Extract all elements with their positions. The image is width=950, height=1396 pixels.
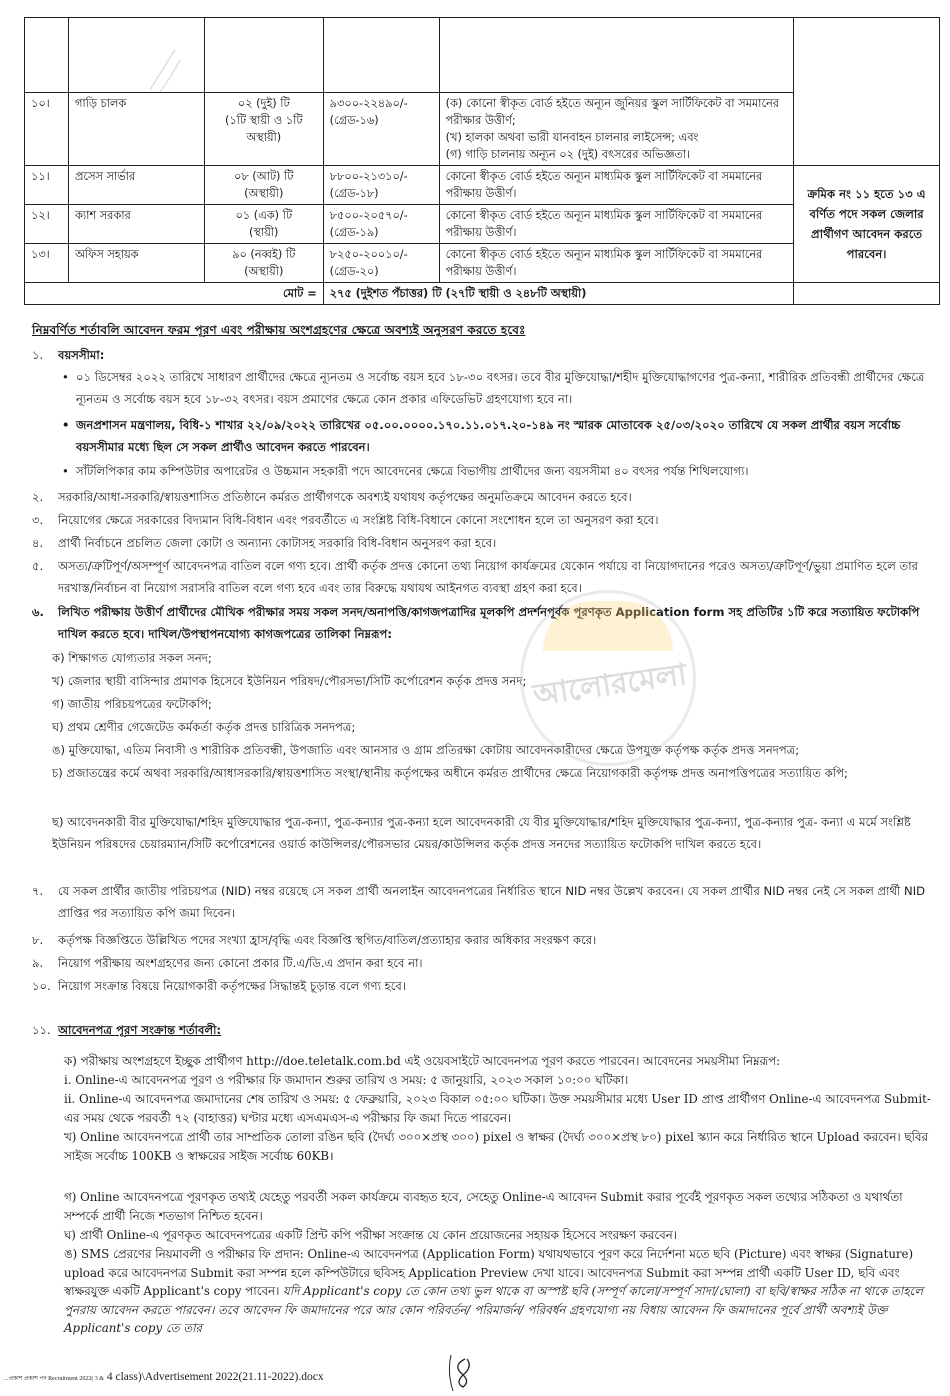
- pay-scale: ৯৩০০-২২৪৯০/- (গ্রেড-১৬): [323, 93, 439, 166]
- application-clause-ka: ক) পরীক্ষায় অংশগ্রহণে ইচ্ছুক প্রার্থীগণ http://doe.teletalk.com.bd এই ওয়েবসাইটে আবেদনপত্র পূরণ করতে পারবেন। আবেদনের সময়সীমা নিম্নরূপ:: [64, 1054, 781, 1068]
- condition-item: ১০. নিয়োগ সংক্রান্ত বিষয়ে নিয়োগকারী কর্তৃপক্ষের সিদ্ধান্তই চূড়ান্ত বলে গণ্য হবে।: [32, 979, 406, 993]
- pay-scale: ৮৮০০-২১৩১০/- (গ্রেড-১৮): [323, 166, 439, 205]
- document-item: খ) জেলার স্থায়ী বাসিন্দার প্রমাণক হিসেবে ইউনিয়ন পরিষদ/পৌরসভা/সিটি কর্পোরেশন কর্তৃক প্রদত্ত সনদ;: [52, 674, 527, 688]
- post-count: ০১ (এক) টি (স্থায়ী): [204, 205, 323, 244]
- condition-item: ৯. নিয়োগ পরীক্ষায় অংশগ্রহণের জন্য কোনো প্রকার টি.এ/ডি.এ প্রদান করা হবে না।: [32, 956, 423, 970]
- age-bullet: • সাঁটলিপিকার কাম কম্পিউটার অপারেটর ও উচ্চমান সহকারী পদে আবেদনের ক্ষেত্রে বিভাগীয় প্রার্থীদের জন্য বয়সসীমা ৪০ বৎসর পর্যন্ত শিথিলযোগ্য।: [62, 461, 937, 483]
- condition-item: ৬. লিখিত পরীক্ষায় উত্তীর্ণ প্রার্থীদের মৌখিক পরীক্ষার সময় সকল সনদ/অনাপত্তি/কাগজপত্রাদির মূলকপি প্রদর্শনপূর্বক পূরণকৃত Application form সহ প্রতিটির ১টি করে সত্যায়িত ফটোকপি দাখিল করতে হবে। দাখিল/উপস্থাপনযোগ্য কাগজপত্রের তালিকা নিম্নরূপ:: [32, 605, 920, 641]
- table-total-row: [25, 283, 940, 305]
- age-limit-heading: ১. বয়সসীমা:: [32, 348, 105, 362]
- age-bullet: • জনপ্রশাসন মন্ত্রণালয়, বিধি-১ শাখার ২২/০৯/২০২২ তারিখের ০৫.০০.০০০০.১৭০.১১.০১৭.২০-১৪৯ নং স্মারক মোতাবেক ২৫/০৩/২০২০ তারিখে যে সকল প্রার্থীর বয়স সর্বোচ্চ বয়সসীমার মধ্যে ছিল সে সকল প্রার্থীও আবেদন করতে পারবেন।: [62, 415, 937, 458]
- pay-scale: ৮৫০০-২০৫৭০/- (গ্রেড-১৯): [323, 205, 439, 244]
- post-name: ক্যাশ সরকার: [68, 205, 204, 244]
- qualification: কোনো স্বীকৃত বোর্ড হইতে অন্যূন মাধ্যমিক স্কুল সার্টিফিকেট বা সমমানের পরীক্ষায় উত্তীর্ণ।: [439, 244, 793, 283]
- page-number-handwritten: [445, 1355, 485, 1392]
- condition-item: ৮. কর্তৃপক্ষ বিজ্ঞপ্তিতে উল্লিখিত পদের সংখ্যা হ্রাস/বৃদ্ধি এবং বিজ্ঞপ্তি স্থগিত/বাতিল/প্রত্যাহার করার অধিকার সংরক্ষণ করে।: [32, 933, 597, 947]
- total-value: ২৭৫ (দুইশত পঁচাত্তর) টি (২৭টি স্থায়ী ও ২৪৮টি অস্থায়ী): [323, 283, 793, 305]
- qualification: কোনো স্বীকৃত বোর্ড হইতে অন্যূন মাধ্যমিক স্কুল সার্টিফিকেট বা সমমানের পরীক্ষায় উত্তীর্ণ।: [439, 166, 793, 205]
- condition-item: ৩. নিয়োগের ক্ষেত্রে সরকারের বিদ্যমান বিধি-বিধান এবং পরবর্তীতে এ সংশ্লিষ্ট বিধি-বিধানে কোনো সংশোধন হলে তা অনুসরণ করা হবে।: [32, 513, 659, 527]
- post-name: প্রসেস সার্ভার: [68, 166, 204, 205]
- qualification: কোনো স্বীকৃত বোর্ড হইতে অন্যূন মাধ্যমিক স্কুল সার্টিফিকেট বা সমমানের পরীক্ষায় উত্তীর্ণ।: [439, 205, 793, 244]
- application-heading: ১১. আবেদনপত্র পূরণ সংক্রান্ত শর্তাবলী:: [32, 1023, 222, 1037]
- age-bullet: • ০১ ডিসেম্বর ২০২২ তারিখে সাধারণ প্রার্থীদের ক্ষেত্রে ন্যূনতম ও সর্বোচ্চ বয়স হবে ১৮-৩০ বৎসর। তবে বীর মুক্তিযোদ্ধা/শহীদ মুক্তিযোদ্ধাগণের পুত্র-কন্যা, শারীরিক প্রতিবন্ধী প্রার্থীদের ক্ষেত্রে ন্যূনতম ও সর্বোচ্চ বয়স হবে ১৮-৩২ বৎসর। বয়স প্রমাণের ক্ষেত্রে কোন প্রকার এফিডেভিট গ্রহণযোগ্য হবে না।: [62, 367, 937, 410]
- post-name: গাড়ি চালক: [68, 93, 204, 166]
- application-clause-gha: ঘ) প্রার্থী Online-এ পূরণকৃত আবেদনপত্রের একটি প্রিন্ট কপি পরীক্ষা সংক্রান্ত যে কোন প্রয়োজনের সহায়ক হিসেবে সংরক্ষণ করবেন।: [64, 1228, 677, 1242]
- total-label: মোট =: [25, 283, 324, 305]
- condition-item: ২. সরকারি/আধা-সরকারি/স্বায়ত্তশাসিত প্রতিষ্ঠানে কর্মরত প্রার্থীগণকে অবশ্যই যথাযথ কর্তৃপক্ষের অনুমতিক্রমে আবেদন করতে হবে।: [32, 490, 632, 504]
- document-item: ক) শিক্ষাগত যোগ্যতার সকল সনদ;: [52, 651, 212, 665]
- document-item: ঘ) প্রথম শ্রেণীর গেজেটেড কর্মকর্তা কর্তৃক প্রদত্ত চারিত্রিক সনদপত্র;: [52, 720, 356, 734]
- condition-item: ৫. অসত্য/ত্রুটিপূর্ণ/অসম্পূর্ণ আবেদনপত্র বাতিল বলে গণ্য হবে। প্রার্থী কর্তৃক প্রদত্ত কোনো তথ্য নিয়োগ কার্যক্রমের যেকোন পর্যায়ে বা নিয়োগদানের পরেও অসত্য/ত্রুটিপূর্ণ/ভুয়া প্রমাণিত হলে তার দরখাস্ত/নির্বাচন বা নিয়োগ সরাসরি বাতিল বলে গণ্য হবে এবং তার বিরুদ্ধে যথাযথ আইনগত ব্যবস্থা গ্রহণ করা হবে।: [32, 559, 918, 595]
- serial-number: ১০।: [25, 93, 69, 166]
- post-count: ৯০ (নব্বই) টি (অস্থায়ী): [204, 244, 323, 283]
- conditions-title: নিম্নবর্ণিত শর্তাবলি আবেদন ফরম পূরণ এবং পরীক্ষায় অংশগ্রহণের ক্ষেত্রে অবশ্যই অনুসরণ করতে হবেঃ: [32, 323, 526, 337]
- serial-number: ১১।: [25, 166, 69, 205]
- application-schedule-start: i. Online-এ আবেদনপত্র পূরণ ও পরীক্ষার ফি জমাদান শুরুর তারিখ ও সময়: ৫ জানুয়ারি, ২০২৩ সকাল ১০:০০ ঘটিকা।: [64, 1073, 629, 1087]
- pay-scale: ৮২৫০-২০০১০/- (গ্রেড-২০): [323, 244, 439, 283]
- serial-number: ১২।: [25, 205, 69, 244]
- document-item: ঙ) মুক্তিযোদ্ধা, এতিম নিবাসী ও শারীরিক প্রতিবন্ধী, উপজাতি এবং আনসার ও গ্রাম প্রতিরক্ষা কোটায় আবেদনকারীদের ক্ষেত্রে উপযুক্ত কর্তৃপক্ষ কর্তৃক প্রদত্ত সনদপত্র;: [52, 743, 800, 757]
- application-clause-kha: খ) Online আবেদনপত্রে প্রার্থী তার সাম্প্রতিক তোলা রঙিন ছবি (দৈর্ঘ্য ৩০০×প্রস্থ ৩০০) pixel ও স্বাক্ষর (দৈর্ঘ্য ৩০০×প্রস্থ ৮০) pixel স্ক্যান করে নির্ধারিত স্থানে Upload করবেন। ছবির সাইজ সর্বোচ্চ 100KB ও স্বাক্ষরের সাইজ সর্বোচ্চ 60KB।: [64, 1130, 928, 1163]
- qualification: (ক) কোনো স্বীকৃত বোর্ড হইতে অন্যূন জুনিয়র স্কুল সার্টিফিকেট বা সমমানের পরীক্ষার উত্তীর্ণ; (খ) হালকা অথবা ভারী যানবাহন চালনার লাইসেন্স; এবং (গ) গাড়ি চালনায় অন্যূন ০২ (দুই) বৎসরের অভিজ্ঞতা।: [439, 93, 793, 166]
- document-item: ছ) আবেদনকারী বীর মুক্তিযোদ্ধা/শহিদ মুক্তিযোদ্ধার পুত্র-কন্যা, পুত্র-কন্যার পুত্র-কন্যা হলে আবেদনকারী যে বীর মুক্তিযোদ্ধার/শহিদ মুক্তিযোদ্ধার পুত্র-কন্যা, পুত্র-কন্যার পুত্র- কন্যা এ মর্মে সংশ্লিষ্ট ইউনিয়ন পরিষদের চেয়ারম্যান/সিটি কর্পোরেশনের ওয়ার্ড কাউন্সিলর/পৌরসভার মেয়র/কাউন্সিলর কর্তৃক প্রদত্ত সনদের সত্যায়িত ফটোকপি দাখিল করতে হবে।: [52, 815, 911, 851]
- eligibility-note: ক্রমিক নং ১১ হতে ১৩ এ বর্ণিত পদে সকল জেলার প্রার্থীগণ আবেদন করতে পারবেন।: [794, 166, 940, 283]
- watermark-logo: আলোরমেলা: [520, 590, 696, 766]
- document-item: গ) জাতীয় পরিচয়পত্রের ফটোকপি;: [52, 697, 212, 711]
- file-path-footer: ...প্রকাশ প্রকাশ পদ Recruitment 2022( 3 & 4 class)\Advertisement 2022(21.11-2022).docx: [4, 1371, 324, 1383]
- post-count: ০২ (দুই) টি (১টি স্থায়ী ও ১টি অস্থায়ী): [204, 93, 323, 166]
- post-count: ০৮ (আট) টি (অস্থায়ী): [204, 166, 323, 205]
- serial-number: ১৩।: [25, 244, 69, 283]
- condition-item: ৪. প্রার্থী নির্বাচনে প্রচলিত জেলা কোটা ও অন্যান্য কোটাসহ সরকারি বিধি-বিধান অনুসরণ করা হবে।: [32, 536, 497, 550]
- table-row: [25, 166, 940, 205]
- table-row-blank: [25, 18, 940, 93]
- condition-item: ৭. যে সকল প্রার্থীর জাতীয় পরিচয়পত্র (NID) নম্বর রয়েছে সে সকল প্রার্থী অনলাইন আবেদনপত্রের নির্ধারিত স্থানে NID নম্বর উল্লেখ করবেন। যে সকল প্রার্থীর NID নম্বর নেই সে সকল প্রার্থী NID প্রাপ্তির পর সত্যায়িত কপি জমা দিবেন।: [32, 884, 926, 920]
- application-clause-ga: গ) Online আবেদনপত্রে পূরণকৃত তথ্যই যেহেতু পরবর্তী সকল কার্যক্রমে ব্যবহৃত হবে, সেহেতু Online-এ আবেদন Submit করার পূর্বেই পূরণকৃত সকল তথ্যের সঠিকতা ও যথার্থতা সম্পর্কে প্রার্থী নিজে শতভাগ নিশ্চিত হবেন।: [64, 1190, 903, 1223]
- document-item: চ) প্রজাতন্ত্রের কর্মে অথবা সরকারি/আধাসরকারি/স্বায়ত্তশাসিত সংস্থা/স্থানীয় কর্তৃপক্ষের অধীনে কর্মরত প্রার্থীদের ক্ষেত্রে নিয়োগকারী কর্তৃপক্ষ প্রদত্ত অনাপত্তিপত্রের সত্যায়িত কপি;: [52, 766, 848, 780]
- application-schedule-end: ii. Online-এ আবেদনপত্র জমাদানের শেষ তারিখ ও সময়: ৫ ফেব্রুয়ারি, ২০২৩ বিকাল ০৫:০০ ঘটিকা। উক্ত সময়সীমার মধ্যে User ID প্রাপ্ত প্রার্থীগণ Online-এ আবেদনপত্র Submit-এর সময় থেকে পরবর্তী ৭২ (বাহাত্তর) ঘণ্টার মধ্যে এসএমএস-এ পরীক্ষার ফি জমা দিতে পারবেন।: [64, 1092, 931, 1125]
- posts-table: [24, 17, 940, 305]
- post-name: অফিস সহায়ক: [68, 244, 204, 283]
- application-clause-nga: ঙ) SMS প্রেরণের নিয়মাবলী ও পরীক্ষার ফি প্রদান: Online-এ আবেদনপত্র (Application Form) যথাযথভাবে পূরণ করে নির্দেশনা মতে ছবি (Picture) এবং স্বাক্ষর (Signature) upload করে আবেদনপত্র Submit করা সম্পন্ন হলে কম্পিউটারে ছবিসহ Application Preview দেখা যাবে। আবেদনপত্র Submit করা সম্পন্ন প্রার্থী একটি User ID, ছবি এবং স্বাক্ষরযুক্ত একটি Applicant's copy পাবেন। যদি Applicant's copy তে কোন তথ্য ভুল থাকে বা অস্পষ্ট ছবি (সম্পূর্ণ কালো/সম্পূর্ণ সাদা/ঘোলা) বা ছবি/স্বাক্ষর সঠিক না থাকে তাহলে পুনরায় আবেদন করতে পারবেন। তবে আবেদন ফি জমাদানের পরে আর কোন পরিবর্তন/ পরিমার্জন/ পরিবর্ধন গ্রহণযোগ্য নয় বিধায় আবেদন ফি জমাদানের পূর্বে প্রার্থী অবশ্যই উক্ত Applicant's copy তে তার: [64, 1247, 924, 1335]
